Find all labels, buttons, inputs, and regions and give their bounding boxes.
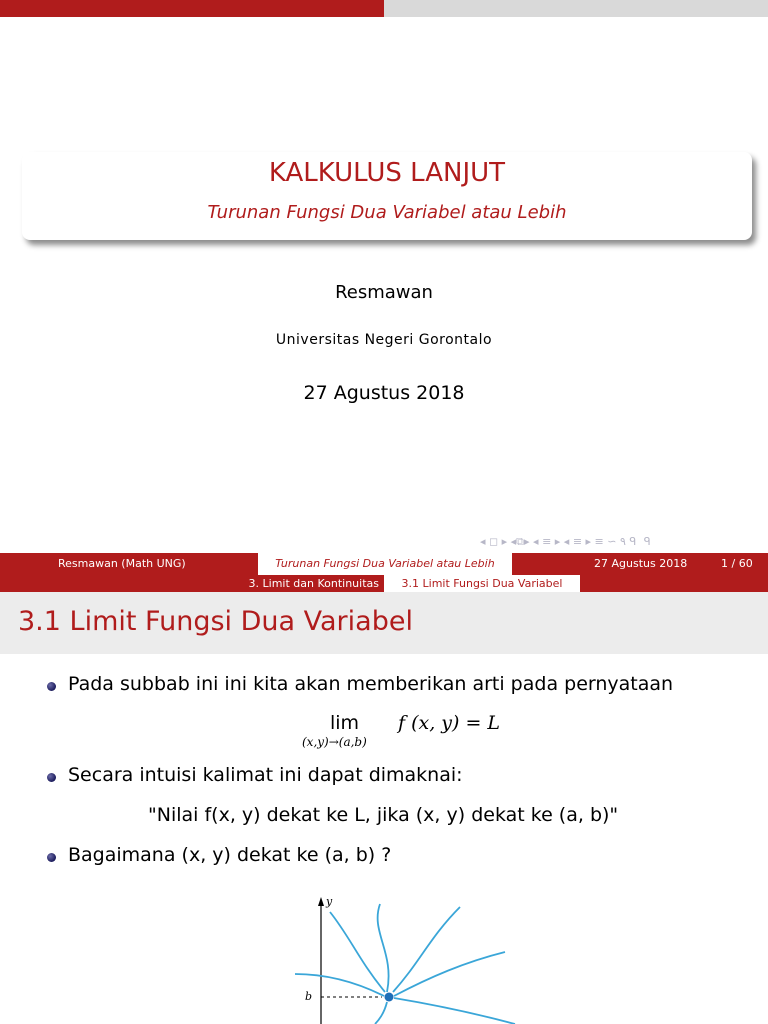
path-curve xyxy=(394,952,505,996)
author: Resmawan xyxy=(335,282,433,303)
date: 27 Agustus 2018 xyxy=(303,382,465,404)
institution: Universitas Negeri Gorontalo xyxy=(275,332,493,348)
footer-date: 27 Agustus 2018 xyxy=(594,557,688,570)
footer-author: Resmawan (Math UNG) xyxy=(58,557,186,570)
bullet-text-1: Pada subbab ini ini kita akan memberikan arti pada pernyataan xyxy=(68,673,674,695)
bullet-text-3: Bagaimana (x, y) dekat ke (a, b) ? xyxy=(68,844,392,866)
progress-bar xyxy=(0,0,768,17)
footer-bar xyxy=(0,553,768,575)
frame-title: 3.1 Limit Fungsi Dua Variabel xyxy=(18,606,413,637)
slide-title: KALKULUS LANJUT xyxy=(268,158,506,188)
y-axis-label: y xyxy=(326,895,333,908)
title-box xyxy=(22,152,752,240)
bullet-icon xyxy=(47,682,56,691)
page-number: 1 / 60 xyxy=(721,557,753,570)
navigation-controls[interactable]: ◂ ◻ ▸ ◂⧉▸ ◂ ≡ ▸ ◂ ≡ ▸ ≡ ∽ ٩ ᑫ ᑫ xyxy=(480,535,653,548)
frame-title-bar xyxy=(0,592,768,654)
path-curve xyxy=(375,1002,387,1024)
footer-title: Turunan Fungsi Dua Variabel atau Lebih xyxy=(258,553,512,575)
b-label: b xyxy=(305,990,313,1003)
section-label[interactable]: 3. Limit dan Kontinuitas xyxy=(248,577,379,590)
quote-text: "Nilai f(x, y) dekat ke L, jika (x, y) dekat ke (a, b)" xyxy=(148,804,619,826)
y-axis-arrow xyxy=(318,897,324,906)
path-curve xyxy=(394,998,515,1024)
formula-lim: lim xyxy=(330,712,360,734)
section-bar xyxy=(0,575,768,592)
bullet-icon xyxy=(47,853,56,862)
bullet-icon xyxy=(47,773,56,782)
progress-fill xyxy=(0,0,384,17)
approach-paths xyxy=(295,904,515,1024)
bullet-text-2: Secara intuisi kalimat ini dapat dimaknai: xyxy=(68,764,463,786)
subsection-label[interactable]: 3.1 Limit Fungsi Dua Variabel xyxy=(384,575,580,592)
limit-paths-figure xyxy=(290,892,530,1024)
formula-body: f (x, y) = L xyxy=(398,712,501,734)
point-ab xyxy=(385,993,394,1002)
path-curve xyxy=(378,904,389,992)
formula-subscript: (x,y)→(a,b) xyxy=(302,735,367,749)
slide-subtitle: Turunan Fungsi Dua Variabel atau Lebih xyxy=(207,202,567,223)
